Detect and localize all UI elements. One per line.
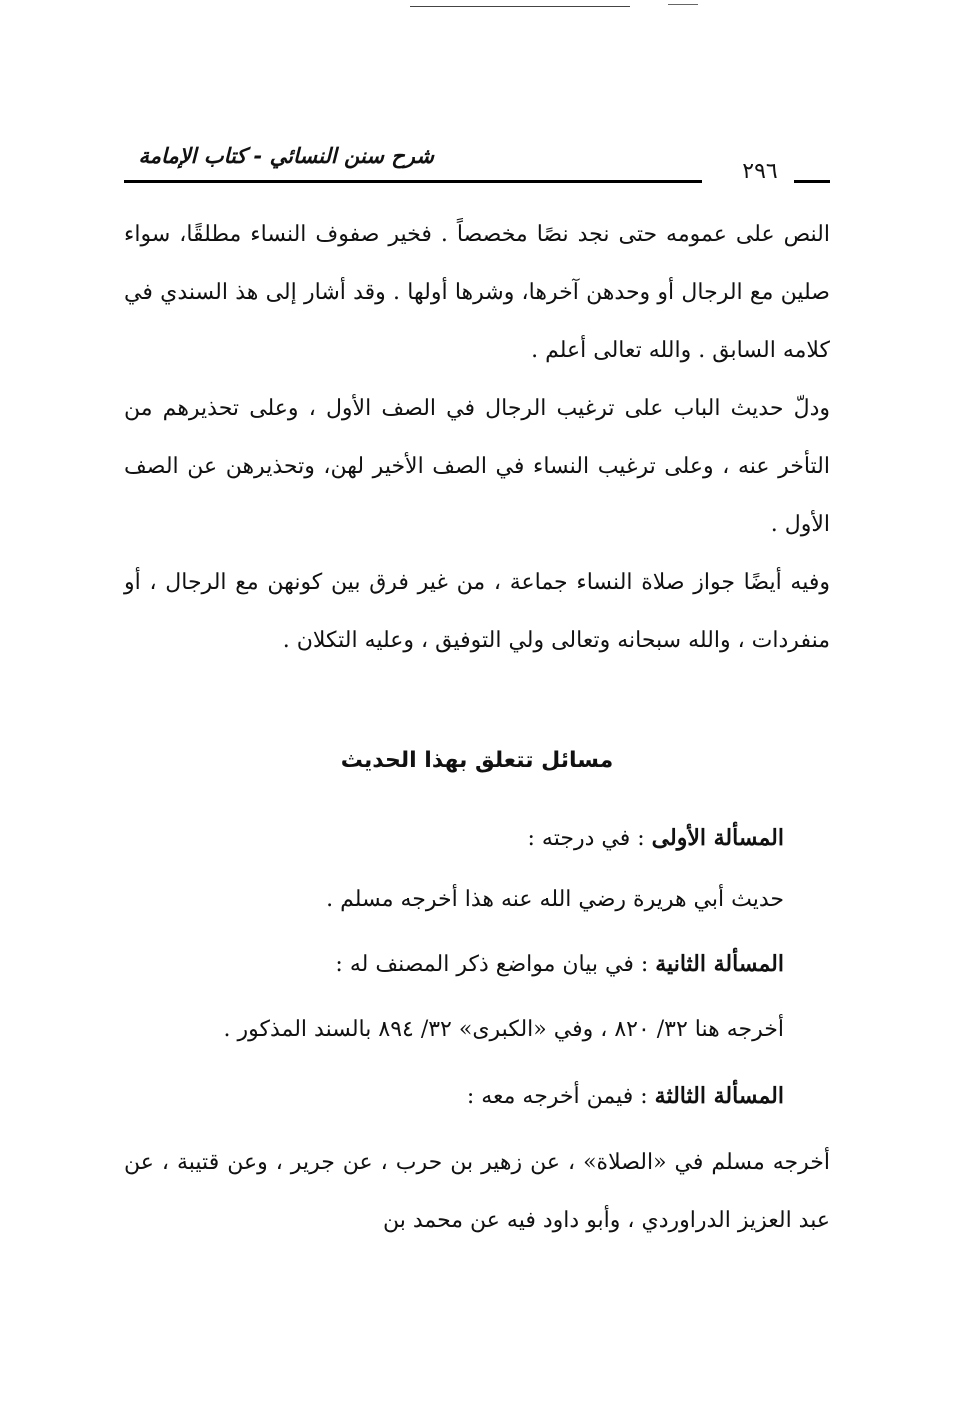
issue-label: المسألة الأولى xyxy=(651,825,784,851)
paragraph: وفيه أيضًا جواز صلاة النساء جماعة ، من غير فرق بين كونهن مع الرجال ، أو منفردات ، والله سبحانه وتعالى ولي التوفيق ، وعليه التكلان . xyxy=(124,570,830,653)
page-number: ٢٩٦ xyxy=(742,159,778,184)
final-paragraph: أخرجه مسلم في «الصلاة» ، عن زهير بن حرب ، عن جرير ، وعن قتيبة ، عن عبد العزيز الدراوردي ، وأبو داود فيه عن محمد بن xyxy=(124,1150,830,1233)
top-scan-mark xyxy=(668,4,698,5)
issue-first xyxy=(124,818,784,859)
issue-label: المسألة الثالثة xyxy=(654,1083,784,1109)
issue-title: : فيمن أخرجه معه : xyxy=(466,1084,648,1109)
page-header xyxy=(124,134,830,194)
issue-second xyxy=(124,944,784,985)
issue-title: : في بيان مواضع ذكر المصنف له : xyxy=(335,952,649,977)
paragraph: ودلّ حديث الباب على ترغيب الرجال في الصف الأول ، وعلى تحذيرهم من التأخر عنه ، وعلى ترغيب النساء في الصف الأخير لهن، وتحذيرهن عن الصف الأول . xyxy=(124,396,830,537)
issue-first-body: حديث أبي هريرة رضي الله عنه هذا أخرجه مسلم . xyxy=(326,887,784,912)
paragraph: النص على عمومه حتى نجد نصًا مخصصاً . فخير صفوف النساء مطلقًا، سواء صلين مع الرجال أو وحدهن آخرها، وشرها أولها . وقد أشار إلى هذ السندي في كلامه السابق . والله تعالى أعلم . xyxy=(124,222,830,363)
issue-label: المسألة الثانية xyxy=(655,951,784,977)
section-heading: مسائل تتعلق بهذا الحديث xyxy=(340,748,614,773)
issue-third xyxy=(124,1076,784,1117)
page-number-dash xyxy=(794,180,830,183)
header-rule xyxy=(124,180,702,183)
top-scan-rule xyxy=(410,6,630,7)
issue-title: : في درجته : xyxy=(527,826,645,851)
issue-second-body: أخرجه هنا ٣٢/ ٨٢٠ ، وفي «الكبرى» ٣٢/ ٨٩٤ بالسند المذكور . xyxy=(223,1017,784,1042)
running-title: شرح سنن النسائي - كتاب الإمامة xyxy=(138,144,434,168)
